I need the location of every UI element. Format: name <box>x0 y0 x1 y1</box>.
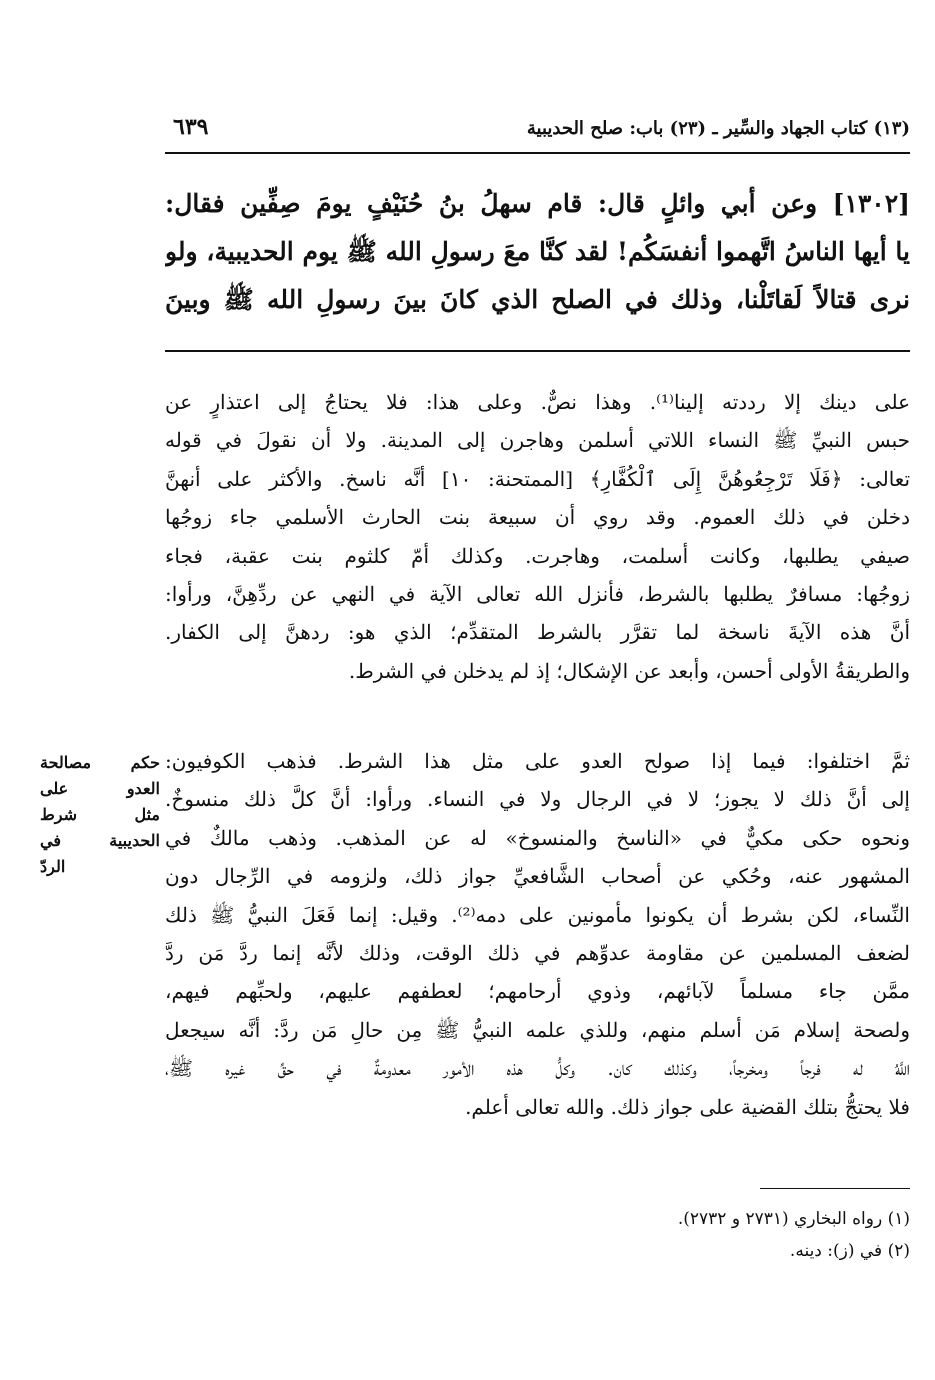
commentary-paragraph-1 <box>165 383 910 690</box>
hadith-text <box>165 180 910 324</box>
commentary-line: النِّساء، لكن بشرط أن يكونوا مأمونين على دمه⁽²⁾. وقيل: إنما فَعَلَ النبيُّ ﷺ ذلك <box>165 902 910 927</box>
commentary-line: على دينك إلا رددته إلينا⁽¹⁾. وهذا نصٌّ. وعلى هذا: فلا يحتاجُ إلى اعتذارٍ عن <box>165 390 910 414</box>
commentary-line: المشهور عنه، وحُكي عن أصحاب الشَّافعيِّ جواز ذلك، ولزومه في الرِّجال دون <box>165 864 910 889</box>
commentary-line: ممَّن جاء مسلماً لآبائهم، وذوي أرحامهم؛ لعطفهم عليهم، ولحبِّهم فيهم، <box>165 979 910 1004</box>
page-number: ٦٣٩ <box>173 114 209 140</box>
commentary-line: ثمَّ اختلفوا: فيما إذا صولح العدو على مثل هذا الشرط. فذهب الكوفيون: <box>165 749 910 773</box>
margin-note <box>40 750 160 880</box>
margin-note-line: الحديبية في <box>40 831 160 850</box>
commentary-line: صيفي يطلبها، وكانت أسلمت، وهاجرت. وكذلك أمّ كلثوم بنت عقبة، فجاء <box>165 543 910 568</box>
commentary-line: فلا يحتجُّ بتلك القضية على جواز ذلك. والله تعالى أعلم. <box>465 1094 910 1119</box>
commentary-line: إلى أنَّ ذلك لا يجوز؛ لا في الرجال ولا في النساء. ورأوا: أنَّ كلَّ ذلك منسوخٌ. <box>165 787 910 812</box>
commentary-line: ولصحة إسلام مَن أسلم منهم، وللذي علمه النبيُّ ﷺ مِن حالِ مَن ردَّ: أنَّه سيجعل <box>165 1017 910 1042</box>
commentary-line: ونحوه حكى مكيٌّ في «الناسخ والمنسوخ» له عن المذهب. وذهب مالكٌ في <box>165 825 910 850</box>
hadith-line: يا أيها الناسُ اتَّهموا أنفسَكُم! لقد كنَّا معَ رسولِ الله ﷺ يوم الحديبية، ولو <box>165 237 910 266</box>
margin-note-line: العدو على <box>40 779 160 798</box>
running-title: (١٣) كتاب الجهاد والسِّير ـ (٢٣) باب: صلح الحديبية <box>526 118 910 139</box>
footnotes <box>165 1203 910 1267</box>
commentary-paragraph-2 <box>165 742 910 1126</box>
commentary-line: دخلن في ذلك العموم. وقد روي أن سبيعة بنت الحارث الأسلمي جاء زوجُها <box>165 505 910 530</box>
footnote: (١) رواه البخاري (٢٧٣١ و ٢٧٣٢). <box>677 1209 910 1229</box>
margin-note-line: مثل شرط <box>40 805 160 824</box>
page-header <box>165 112 910 154</box>
commentary-line: تعالى: ﴿فَلَا تَرْجِعُوهُنَّ إِلَى ٱلْكُفَّارِ﴾ [الممتحنة: ١٠] أنَّه ناسخ. والأكثر على أنهنَّ <box>165 466 910 491</box>
commentary-line: والطريقةُ الأولى أحسن، وأبعد عن الإشكال؛ إذ لم يدخلن في الشرط. <box>348 658 910 683</box>
hadith-line: [١٣٠٢] وعن أبي وائلٍ قال: قام سهلُ بنُ حُنَيْفٍ يومَ صِفِّين فقال: <box>165 189 910 218</box>
commentary-line: زوجُها: مسافرٌ يطلبها بالشرط، فأنزل الله تعالى الآية في النهي عن ردِّهِنَّ، ورأوا: <box>165 581 910 606</box>
section-divider <box>165 350 910 352</box>
margin-note-line: الردّ <box>40 857 66 876</box>
commentary-line: أنَّ هذه الآيةَ ناسخة لما تقرَّر بالشرط المتقدِّم؛ الذي هو: ردهنَّ إلى الكفار. <box>165 620 910 645</box>
footnote-divider <box>760 1188 910 1189</box>
margin-note-line: حكم مصالحة <box>40 753 160 772</box>
commentary-line: اللَّهُ له فرجاً ومخرجاً، وكذلك كان. وكلُّ هذه الأمور معدومةٌ في حقِّ غيره ﷺ، <box>165 1056 910 1081</box>
commentary-line: حبس النبيِّ ﷺ النساء اللاتي أسلمن وهاجرن إلى المدينة. ولا أن نقولَ في قوله <box>165 428 910 453</box>
hadith-line: نرى قتالاً لَقاتَلْنا، وذلك في الصلح الذي كانَ بينَ رسولِ الله ﷺ وبينَ <box>165 285 910 314</box>
commentary-line: لضعف المسلمين عن مقاومة عدوِّهم في ذلك الوقت، وذلك لأنَّه إنما ردَّ مَن ردَّ <box>165 940 910 965</box>
footnote: (٢) في (ز): دينه. <box>789 1241 910 1261</box>
